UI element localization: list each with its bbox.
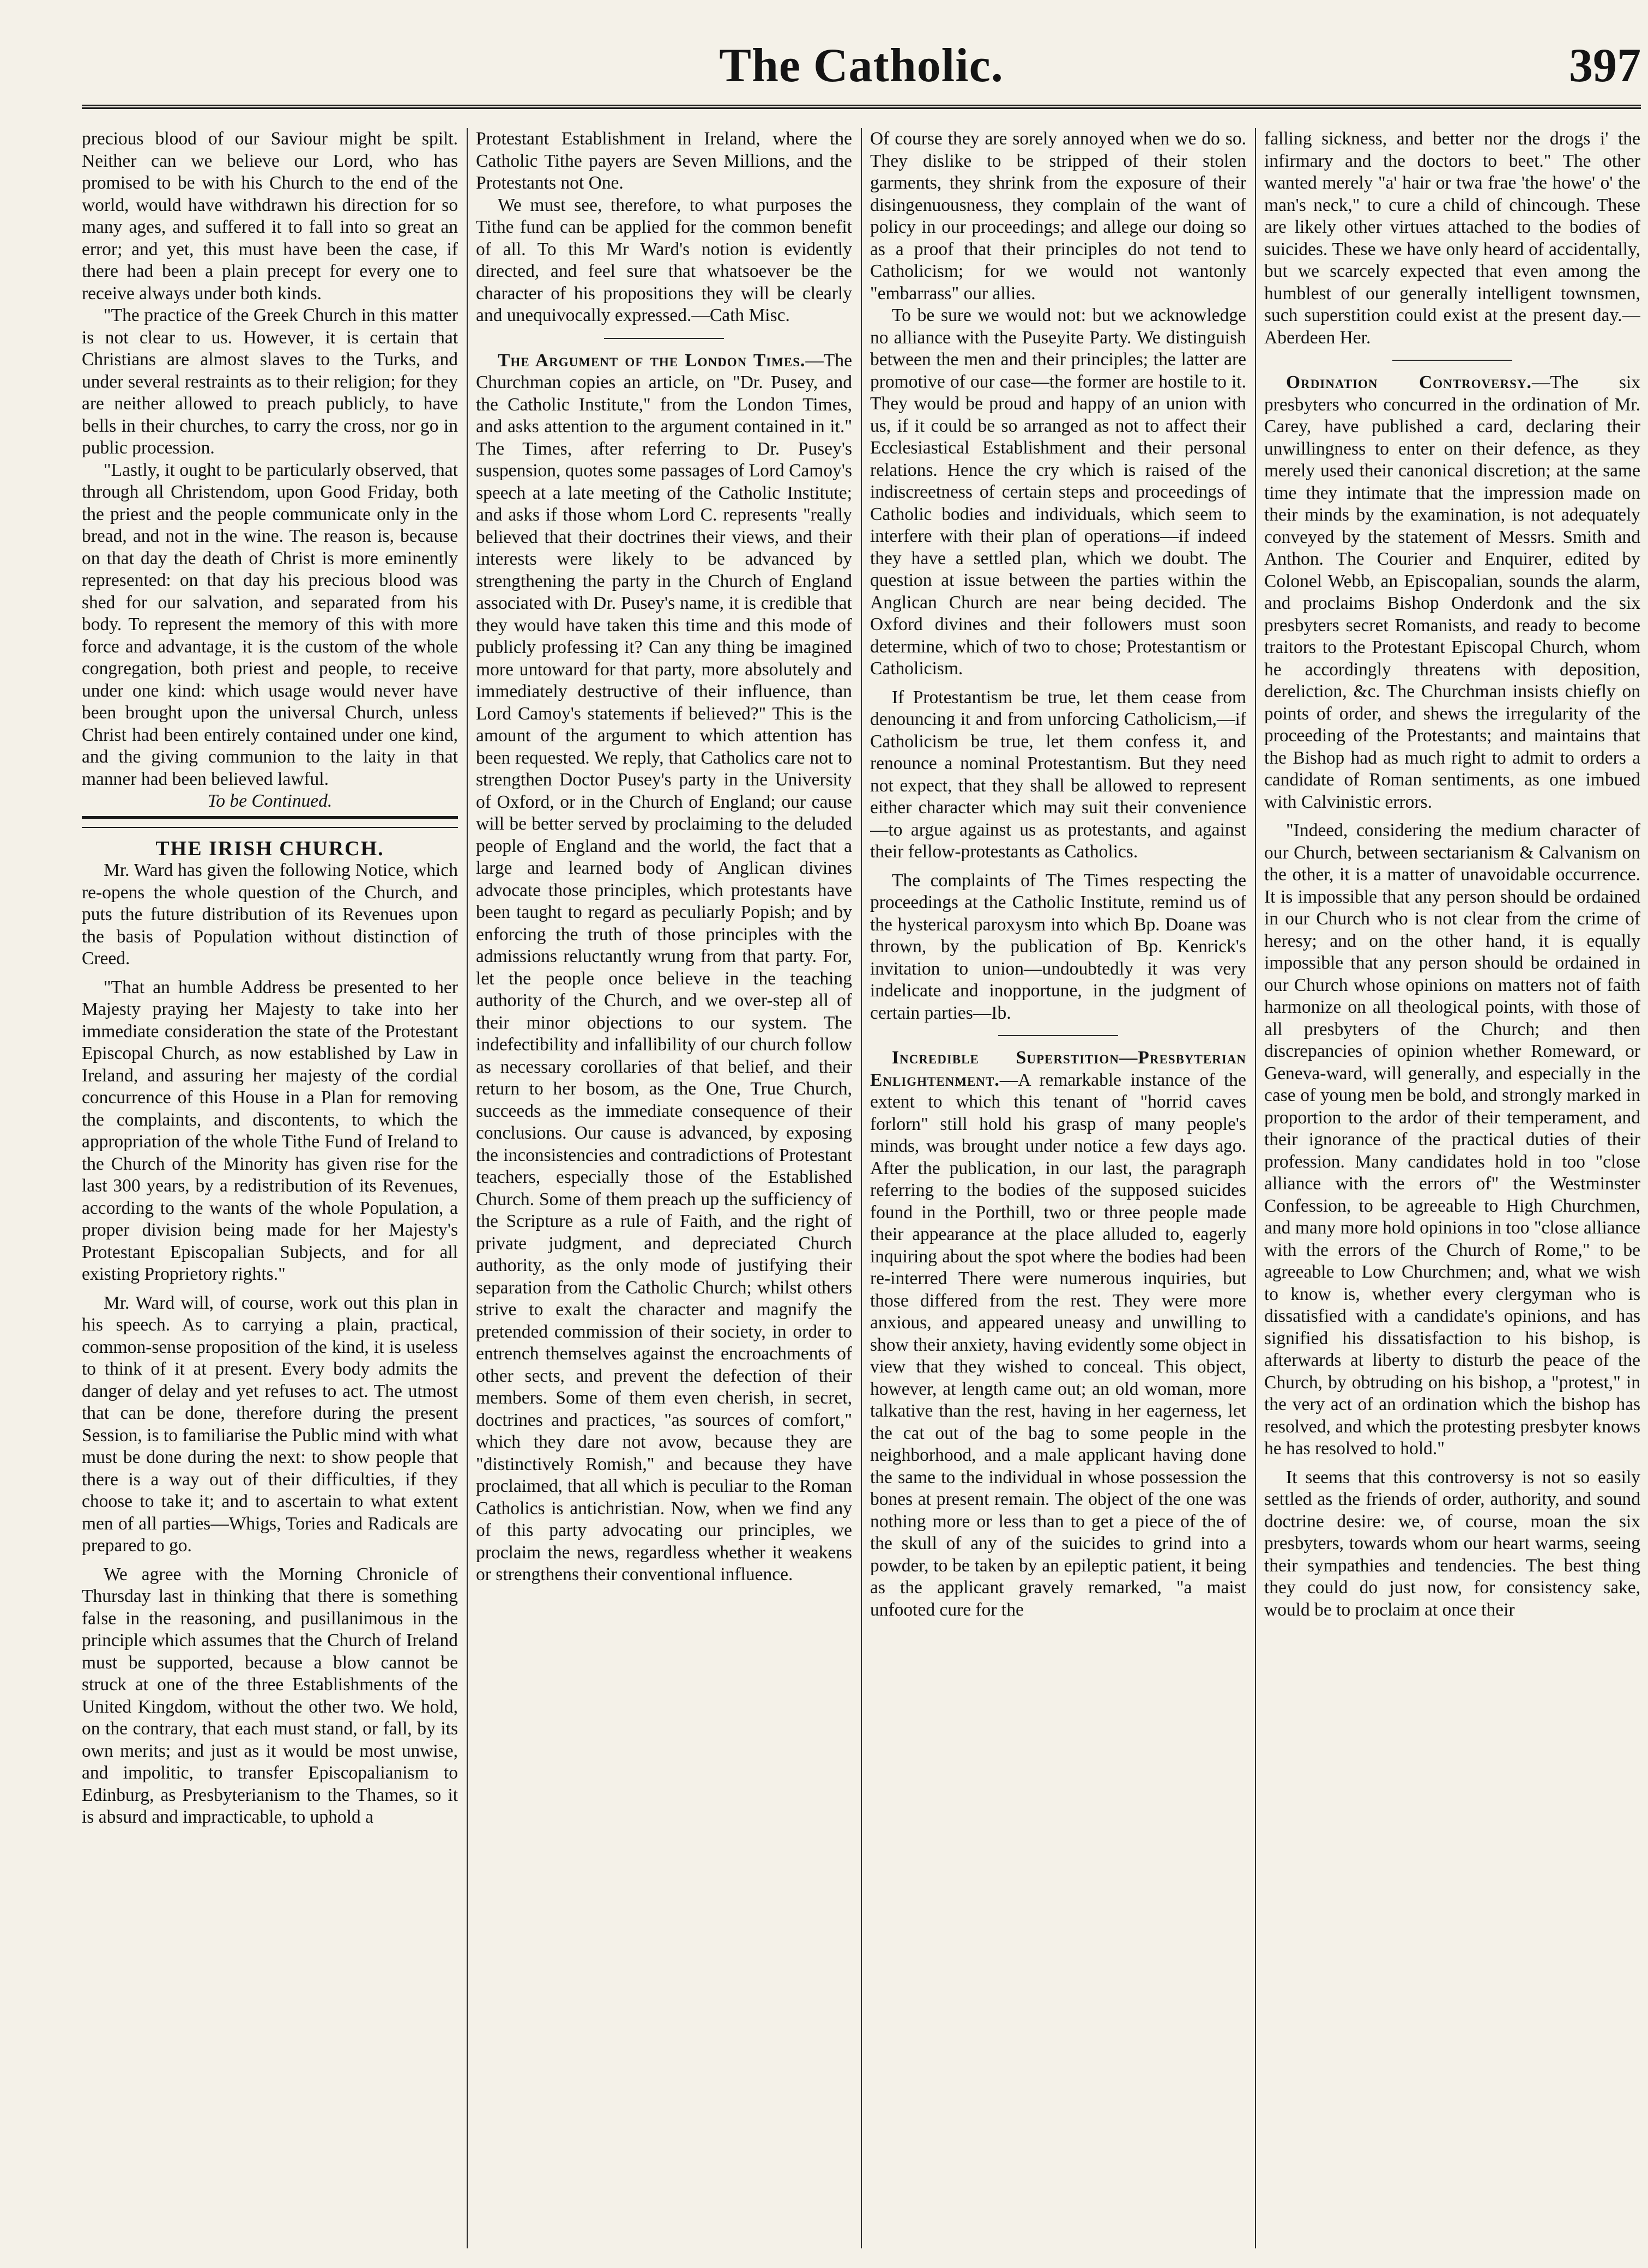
text-columns	[82, 128, 1641, 2248]
article-paragraph: To be sure we would not: but we acknowledge no alliance with the Puseyite Party. We distinguish between the men and their principles; the latter are promotive of our case—the former are hostile to it. They would be proud and happy of an union with us, if it could be so arranged as not to affect their Ecclesiastical Establishment and their personal relations. Hence the cry which is raised of the indiscreetness of certain steps and proceedings of Catholic bodies and individuals, which seem to interfere with their plan of operations—if indeed they have a settled plan, which we doubt. The question at issue between the parties within the Anglican Church are near being decided. The Oxford divines and their followers must soon determine, which of two to chose; Protestantism or Catholicism.	[870, 305, 1246, 679]
article-paragraph: Protestant Establishment in Ireland, where the Catholic Tithe payers are Seven Millions, and the Protestants not One.	[476, 129, 852, 193]
article-body: —The six presbyters who concurred in the ordination of Mr. Carey, have published a card, declaring their unwillingness to enter on their defence, as they merely used their canonical discretion; at the same time they intimate that the impression made on their minds by the examination, is not adequately conveyed by the statement of Messrs. Smith and Anthon. The Courier and Enquirer, edited by Colonel Webb, an Episcopalian, sounds the alarm, and proclaims Bishop Onderdonk and the six presbyters secret Romanists, and ready to become traitors to the Protestant Episcopal Church, whom he accordingly threatens with deposition, dereliction, &c. The Churchman insists chiefly on points of order, and shews the irregularity of the proceeding of the Protestants; and maintains that the Bishop had as much right to admit to orders a candidate of Roman sentiments, as one imbued with Calvinistic errors.	[1264, 372, 1640, 812]
masthead	[82, 33, 1641, 114]
column-rule	[1255, 128, 1256, 2248]
column-2	[476, 128, 852, 2248]
column-rule	[861, 128, 862, 2248]
article-paragraph: Mr. Ward has given the following Notice, which re-opens the whole question of the Church, and puts the future distribution of its Revenues upon the basis of Population without distinction of Creed.	[82, 860, 458, 969]
column-4	[1264, 128, 1640, 2248]
article-paragraph: Of course they are sorely annoyed when we do so. They dislike to be stripped of their stolen garments, they shrink from the exposure of their disingenuousness, they complain of the want of policy in our proceedings; and allege our doing so as a proof that their principles do not tend to Catholicism; for we would not wantonly "embarrass" our allies.	[870, 129, 1246, 304]
quoted-notice: "That an humble Address be presented to her Majesty praying her Majesty to take into her immediate consideration the state of the Protestant Episcopal Church, as now established by Law in Ireland, and assuring her majesty of the cordial concurrence of this House in a Plan for removing the complaints, and discontents, to which the appropriation of the whole Tithe Fund of Ireland to the Church of the Minority has given rise for the last 300 years, by a redistribution of its Revenues, according to the wants of the whole Population, a proper division being made for her Majesty's Protestant Episcopalian Subjects, and for all existing Proprietory rights."	[82, 977, 458, 1284]
article-paragraph: precious blood of our Saviour might be spilt. Neither can we believe our Lord, who has promised to be with his Church to the end of the world, would have withdrawn his direction for so many ages, and suffered it to fall into so great an error; and yet, this must have been the case, if there had been a plain precept for every one to receive always under both kinds.	[82, 129, 458, 304]
article-runin-heading: Ordination Controversy.	[1286, 372, 1532, 392]
article-runin-heading: The Argument of the London Times.	[498, 350, 806, 371]
article-paragraph: It seems that this controversy is not so easily settled as the friends of order, authority, and sound doctrine desire: we, of course, moan the six presbyters, towards whom our heart warms, seeing their sympathies and tendencies. The best thing they could do just now, for consistency sake, would be to proclaim at once their	[1264, 1467, 1640, 1620]
section-divider	[604, 338, 724, 339]
article-paragraph: "Lastly, it ought to be particularly observed, that through all Christendom, upon Good Friday, both the priest and the people communicate only in the bread, and not in the wine. The reason is, because on that day the death of Christ is more eminently represented: on that day his precious blood was shed for our salvation, and separated from his body. To represent the memory of this with more force and advantage, it is the custom of the whole congregation, both priest and people, to receive under one kind: which usage would never have been brought upon the universal Church, unless Christ had been entirely contained under one kind, and the giving communion to the laity in that manner had been believed lawful.	[82, 459, 458, 789]
article-heading: THE IRISH CHURCH.	[155, 837, 384, 860]
article-body: —The Churchman copies an article, on "Dr. Pusey, and the Catholic Institute," from the London Times, and asks attention to the argument contained in it." The Times, after referring to Dr. Pusey's suspension, quotes some passages of Lord Camoy's speech at a late meeting of the Catholic Institute; and asks if those whom Lord C. represents "really believed that their doctrines their views, and their interests were likely to be advanced by strengthening the party in the Church of England associated with Dr. Pusey's name, it is credible that they would have taken this time and this mode of publicly professing it? Can any thing be imagined more untoward for that party, more absolutely and immediately destructive of their influence, than Lord Camoy's statements if believed?" This is the amount of the argument to which attention has been requested. We reply, that Catholics care not to strengthen Doctor Pusey's party in the University of Oxford, or in the Church of England; our cause will be better served by proclaiming to the deluded people of England and the world, the fact that a large and learned body of Anglican divines advocate those principles, which protestants have been taught to regard as peculiarly Popish; and by enforcing the truth of those principles with the admissions reluctantly wrung from that party. For, let the people once believe in the teaching authority of the Church, and we over-step all of their minor objections to our system. The indefectibility and infallibility of our church follow as necessary corollaries of that belief, and their return to her bosom, as the One, True Church, succeeds as the immediate consequence of their conclusions. Our cause is advanced, by exposing the inconsistencies and contradictions of Protestant teachers, especially those of the Established Church. Some of them preach up the sufficiency of the Scripture as a rule of Faith, and the right of private judgment, and depreciated Church authority, as the only mode of justifying their separation from the Catholic Church; whilst others strive to exalt the character and magnify the pretended commission of their society, in order to entrench themselves against the encroachments of other sects, and prevent the defection of their members. Some of them even cherish, in secret, doctrines and practices, "as sources of comfort," which they dare not avow, because they are "distinctively Romish," and because they have proclaimed, that all which is peculiar to the Roman Catholics is antichristian. Now, when we find any of this party advocating our principles, we proclaim the news, regardless whether it weakens or strengthens their conventional influence.	[476, 350, 852, 1584]
column-3	[870, 128, 1246, 2248]
continued-note: To be Continued.	[207, 791, 333, 811]
article-body: —A remarkable instance of the extent to which this tenant of "horrid caves forlorn" still hold his grasp of many people's minds, was brought under notice a few days ago. After the publication, in our last, the paragraph referring to the bodies of the supposed suicides found in the Porthill, two or three people made their appearance at the place alluded to, eagerly inquiring about the spot where the bodies had been re-interred There were numerous inquiries, but those differed from the rest. They were more anxious, and appeared uneasy and unwilling to show their anxiety, having evidently some object in view that they wished to conceal. This object, however, at length came out; an old woman, more talkative than the rest, having in her eagerness, let the cat out of the bag to some people in the neighborhood, and a male applicant having done the same to the individual in whose possession the bones at present remain. The object of the one was nothing more or less than to get a piece of the of the skull of any of the suicides to grind into a powder, to be taken by an epileptic patient, it being as the applicant gravely remarked, "a maist unfooted cure for the	[870, 1069, 1246, 1620]
article-runin-heading: Incredible Superstition—Presbyterian Enlightenment.	[870, 1048, 1246, 1090]
column-1	[82, 128, 458, 2248]
article-paragraph: Mr. Ward will, of course, work out this plan in his speech. As to carrying a plain, practical, common-sense proposition of the kind, it is useless to think of it at present. Every body admits the danger of delay and yet refuses to act. The utmost that can be done, therefore during the present Session, is to familiarise the Public mind with what must be done during the next: to show people that there is a way out of their difficulties, if they choose to take it; and to ascertain to what extent men of all parties—Whigs, Tories and Radicals are prepared to go.	[82, 1292, 458, 1556]
article-paragraph: The complaints of The Times respecting the proceedings at the Catholic Institute, remind us of the hysterical paroxysm into which Bp. Doane was thrown, by the publication of Bp. Kenrick's invitation to union—undoubtedly it was very indelicate and inopportune, in the judgment of certain parties—Ib.	[870, 870, 1246, 1023]
column-rule	[467, 128, 468, 2248]
section-divider	[1392, 360, 1512, 361]
article-paragraph: If Protestantism be true, let them cease from denouncing it and from unforcing Catholicism,—if Catholicism be true, let them confess it, and renounce a nominal Protestantism. But they need not expect, that they shall be allowed to represent either character which may suit their convenience—to argue against us as protestants, and against their fellow-protestants as Catholics.	[870, 687, 1246, 862]
section-divider	[82, 816, 458, 828]
page-number: 397	[1569, 39, 1641, 92]
section-divider	[998, 1035, 1118, 1036]
newspaper-title: The Catholic.	[719, 39, 1004, 92]
quoted-paragraph: "Indeed, considering the medium character of our Church, between sectarianism & Calvanism on the other, it is a matter of unavoidable occurrence. It is impossible that any person should be ordained in our Church who is not clear from the crime of heresy; and on the other hand, it is equally impossible that any person should be ordained in our Church whose opinions on matters not of faith harmonize on all theological points, with those of all presbyters of the Church; and then discrepancies of opinion whether Romeward, or Geneva-ward, will generally, and especially in the case of young men be bold, and strongly marked in proportion to the ardor of their temperament, and their ignorance of the practical duties of their profession. Many candidates hold in too "close alliance with the errors of" the Westminster Confession, to be agreeable to High Churchmen, and many more hold opinions in too "close alliance with the errors of the Church of Rome," to be agreeable to Low Churchmen; and, what we wish to know is, whether every clergyman who is dissatisfied with a candidate's opinions, and has signified his dissatisfaction to his bishop, is afterwards at liberty to disturb the peace of the Church, by obtruding on his bishop, a "protest," in the very act of an ordination which the bishop has resolved, and which the protesting presbyter knows he has resolved to hold."	[1264, 820, 1640, 1459]
article-paragraph: We agree with the Morning Chronicle of Thursday last in thinking that there is something false in the reasoning, and pusillanimous in the principle which assumes that the Church of Ireland must be supported, because a blow cannot be struck at one of the three Establishments of the United Kingdom, without the other two. We hold, on the contrary, that each must stand, or fall, by its own merits; and just as it would be most unwise, and impolitic, to transfer Episcopalianism to Edinburg, as Presbyterianism to the Thames, so it is absurd and impracticable, to uphold a	[82, 1564, 458, 1827]
article-paragraph: "The practice of the Greek Church in this matter is not clear to us. However, it is certain that Christians are almost slaves to the Turks, and under several restraints as to their religion; for they are neither allowed to preach publicly, to have bells in their churches, to carry the cross, nor go in public procession.	[82, 305, 458, 458]
article-paragraph: We must see, therefore, to what purposes the Tithe fund can be applied for the common benefit of all. To this Mr Ward's notion is evidently directed, and feel sure that whatsoever be the character of his propositions they will be clearly and unequivocally expressed.—Cath Misc.	[476, 195, 852, 325]
article-paragraph: falling sickness, and better nor the drogs i' the infirmary and the doctors to beet." The other wanted merely "a' hair or twa frae 'the howe' o' the man's neck," to cure a child of chincough. These are likely other virtues attached to the bodies of suicides. These we have only heard of accidentally, but we scarcely expected that even among the humblest of our generally intelligent townsmen, such superstition could exist at the present day.—Aberdeen Her.	[1264, 129, 1640, 348]
masthead-rule	[82, 105, 1641, 109]
